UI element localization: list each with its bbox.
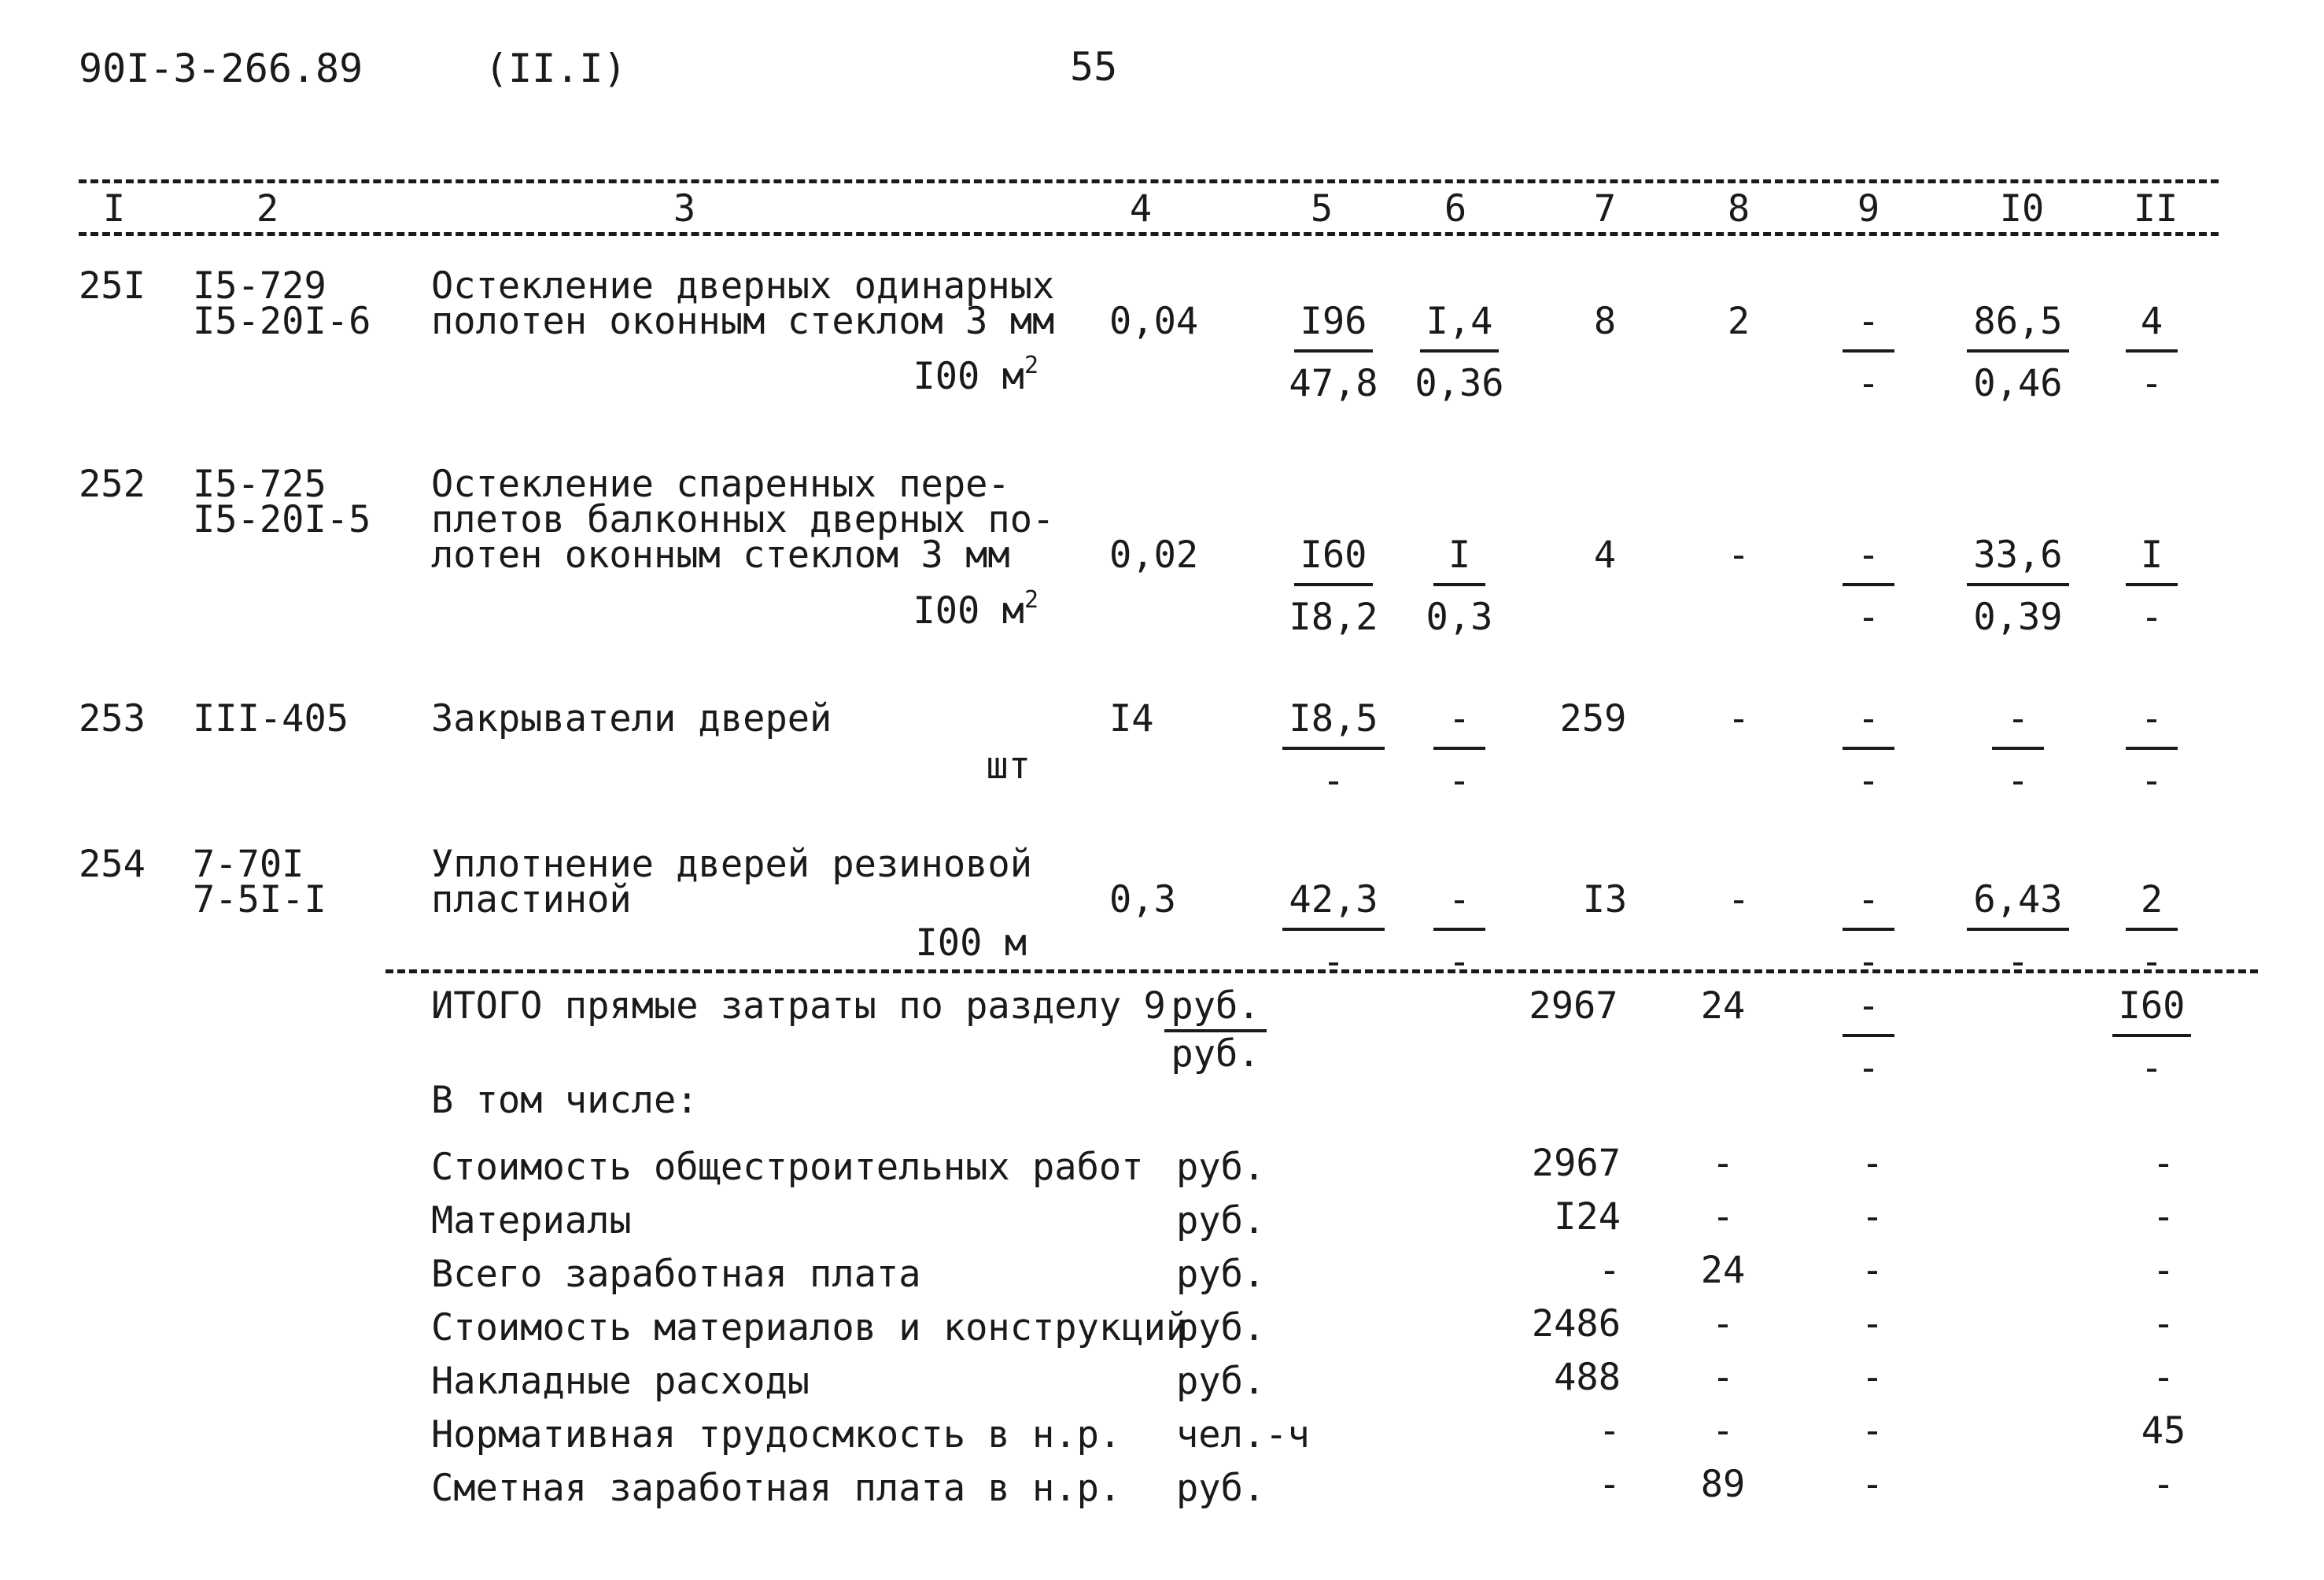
col10-fraction: $\frac{86,5}{0,46}$: [1951, 303, 2085, 402]
work-description-line: Закрыватели дверей: [431, 697, 832, 740]
col5-fraction: $\frac{I96}{47,8}$: [1289, 300, 1378, 405]
col11-fraction: - -: [2108, 700, 2195, 799]
norm-code: I5-20I-6: [193, 300, 371, 343]
breakdown-col9: -: [1861, 1302, 1884, 1346]
work-description-line: Остекление дверных одинарных: [431, 264, 1055, 308]
row-number: 254: [79, 843, 146, 886]
total-col7: 2967: [1529, 984, 1618, 1028]
breakdown-col8: -: [1711, 1356, 1735, 1399]
breakdown-col8: -: [1711, 1302, 1735, 1346]
breakdown-col8: -: [1711, 1409, 1735, 1453]
col10-fraction: 6,43 -: [1951, 881, 2085, 980]
measure-unit: I00 м: [915, 921, 1027, 965]
col9-fraction: - -: [1825, 303, 1912, 402]
total-separator-rule: [385, 969, 2258, 973]
total-col9-fraction: - -: [1825, 988, 1912, 1087]
measure-unit: I00 $м^2$: [913, 352, 1038, 398]
col6-fraction: - -: [1404, 881, 1514, 980]
breakdown-unit: руб.: [1176, 1146, 1266, 1189]
col-header-5: 5: [1310, 187, 1334, 231]
work-description-line: Остекление спаренных пере-: [431, 463, 1010, 506]
breakdown-label: Нормативная трудосмкость в н.р.: [431, 1413, 1122, 1456]
quantity: 0,02: [1109, 533, 1199, 577]
quantity: I4: [1109, 697, 1154, 740]
col5-fraction: I8,5 -: [1275, 700, 1393, 799]
col7-value: I3: [1582, 878, 1628, 921]
col-header-9: 9: [1857, 187, 1880, 231]
breakdown-col7: I24: [1554, 1195, 1621, 1239]
breakdown-col9: -: [1861, 1356, 1884, 1399]
col-header-11: II: [2133, 187, 2178, 231]
norm-code: I5-725: [193, 463, 326, 506]
quantity: 0,04: [1109, 300, 1199, 343]
col11-fraction: 4 -: [2108, 303, 2195, 402]
total-unit-fraction: руб. руб.: [1164, 988, 1267, 1072]
col11-fraction: 2 -: [2108, 881, 2195, 980]
breakdown-col8: -: [1711, 1195, 1735, 1239]
breakdown-col7: 2486: [1531, 1302, 1621, 1346]
breakdown-col7: 488: [1554, 1356, 1621, 1399]
breakdown-col7: -: [1598, 1249, 1621, 1292]
document-code: 90I-3-266.89: [79, 46, 363, 91]
norm-code: 7-70I: [193, 843, 304, 886]
work-description-line: лотен оконным стеклом 3 мм: [431, 533, 1010, 577]
breakdown-col9: -: [1861, 1463, 1884, 1506]
breakdown-label: Сметная заработная плата в н.р.: [431, 1467, 1122, 1510]
col5-fraction: $\frac{I60}{I8,2}$: [1289, 533, 1378, 639]
breakdown-label: Стоимость материалов и конструкций: [431, 1306, 1189, 1349]
col-header-1: I: [102, 187, 126, 231]
norm-code: I5-20I-5: [193, 498, 371, 541]
album-number: (II.I): [485, 46, 627, 91]
breakdown-col11: -: [2152, 1302, 2175, 1346]
breakdown-unit: руб.: [1176, 1253, 1266, 1296]
col9-fraction: - -: [1825, 881, 1912, 980]
row-number: 253: [79, 697, 146, 740]
col6-fraction: $\frac{I,4}{0,36}$: [1415, 300, 1504, 405]
breakdown-unit: руб.: [1176, 1199, 1266, 1242]
breakdown-col11: -: [2152, 1249, 2175, 1292]
col9-fraction: - -: [1825, 700, 1912, 799]
col-header-7: 7: [1593, 187, 1617, 231]
norm-code: III-405: [193, 697, 349, 740]
col7-value: 259: [1559, 697, 1627, 740]
measure-unit: шт: [986, 744, 1031, 788]
breakdown-label: Всего заработная плата: [431, 1253, 921, 1296]
col7-value: 8: [1593, 300, 1617, 343]
breakdown-col9: -: [1861, 1409, 1884, 1453]
breakdown-col11: -: [2152, 1142, 2175, 1185]
header-bottom-rule: [79, 232, 2219, 236]
col-header-2: 2: [256, 187, 279, 231]
work-description-line: полотен оконным стеклом 3 мм: [431, 300, 1055, 343]
total-label: ИТОГО прямые затраты по разделу 9: [431, 984, 1166, 1028]
breakdown-col9: -: [1861, 1142, 1884, 1185]
breakdown-col9: -: [1861, 1249, 1884, 1292]
col-header-8: 8: [1727, 187, 1750, 231]
col11-fraction: I -: [2108, 537, 2195, 636]
work-description-line: Уплотнение дверей резиновой: [431, 843, 1033, 886]
breakdown-title: В том числе:: [431, 1079, 699, 1122]
col6-fraction: $\frac{I}{0,3}$: [1426, 533, 1493, 639]
breakdown-col7: 2967: [1531, 1142, 1621, 1185]
breakdown-col11: -: [2152, 1195, 2175, 1239]
breakdown-unit: чел.-ч: [1176, 1413, 1310, 1456]
header-top-rule: [79, 179, 2219, 183]
col5-fraction: 42,3 -: [1275, 881, 1393, 980]
row-number: 25I: [79, 264, 146, 308]
col10-fraction: $\frac{33,6}{0,39}$: [1951, 537, 2085, 636]
breakdown-col11: -: [2152, 1356, 2175, 1399]
breakdown-label: Стоимость общестроительных работ: [431, 1146, 1144, 1189]
page-number: 55: [1070, 44, 1118, 90]
col7-value: 4: [1593, 533, 1617, 577]
total-col8: 24: [1700, 984, 1746, 1028]
work-description-line: пластиной: [431, 878, 632, 921]
measure-unit: I00 $м^2$: [913, 586, 1038, 633]
breakdown-label: Накладные расходы: [431, 1360, 810, 1403]
breakdown-col8: 89: [1700, 1463, 1746, 1506]
col-header-10: I0: [1999, 187, 2045, 231]
row-number: 252: [79, 463, 146, 506]
norm-code: 7-5I-I: [193, 878, 326, 921]
col10-fraction: - -: [1967, 700, 2069, 799]
col8-value: -: [1727, 533, 1750, 577]
breakdown-col11: 45: [2141, 1409, 2186, 1453]
col8-value: 2: [1727, 300, 1750, 343]
breakdown-col8: 24: [1700, 1249, 1746, 1292]
quantity: 0,3: [1109, 878, 1176, 921]
col8-value: -: [1727, 697, 1750, 740]
col-header-4: 4: [1129, 187, 1153, 231]
breakdown-col11: -: [2152, 1463, 2175, 1506]
col8-value: -: [1727, 878, 1750, 921]
breakdown-col7: -: [1598, 1463, 1621, 1506]
breakdown-col8: -: [1711, 1142, 1735, 1185]
total-col11-fraction: I60 -: [2108, 988, 2195, 1087]
col-header-3: 3: [673, 187, 696, 231]
col6-fraction: - -: [1404, 700, 1514, 799]
col9-fraction: - -: [1825, 537, 1912, 636]
breakdown-unit: руб.: [1176, 1467, 1266, 1510]
breakdown-col7: -: [1598, 1409, 1621, 1453]
breakdown-unit: руб.: [1176, 1360, 1266, 1403]
work-description-line: плетов балконных дверных по-: [431, 498, 1055, 541]
col-header-6: 6: [1444, 187, 1467, 231]
norm-code: I5-729: [193, 264, 326, 308]
breakdown-unit: руб.: [1176, 1306, 1266, 1349]
breakdown-col9: -: [1861, 1195, 1884, 1239]
breakdown-label: Материалы: [431, 1199, 632, 1242]
